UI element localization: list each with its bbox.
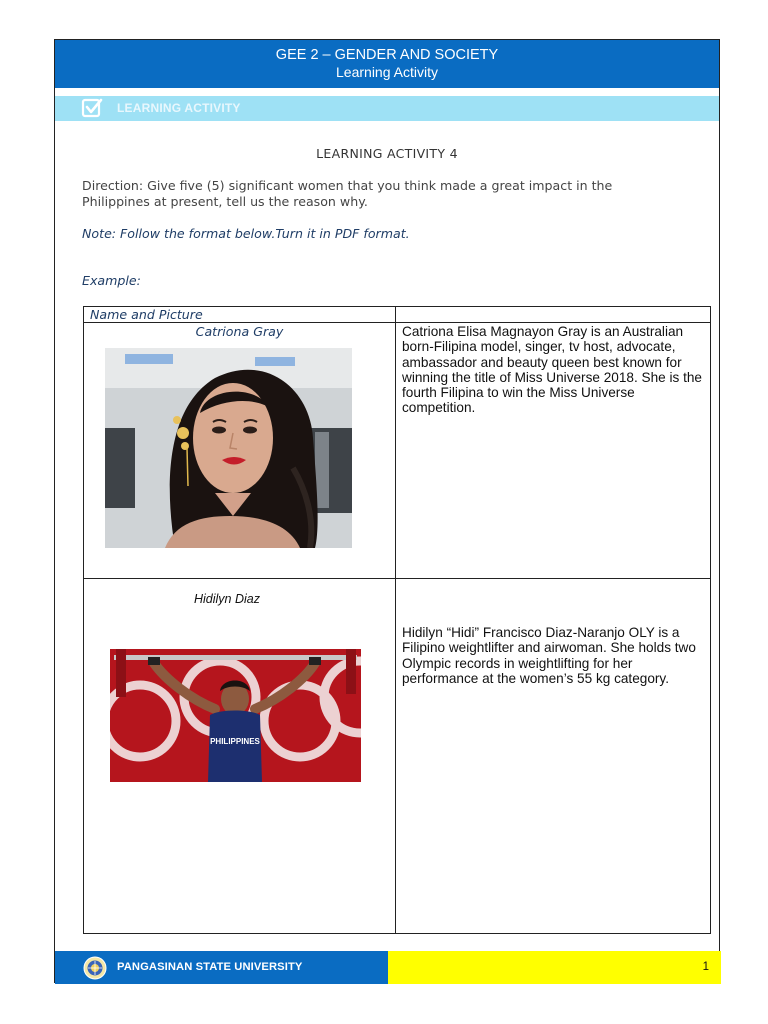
table-header-row	[84, 307, 711, 323]
document-page	[54, 39, 720, 983]
example-table	[83, 306, 711, 934]
table-row	[84, 323, 711, 579]
jersey-text: PHILIPPINES	[210, 737, 260, 746]
university-name: PANGASINAN STATE UNIVERSITY	[117, 961, 303, 973]
note-text: Note: Follow the format below.Turn it in PDF format.	[82, 226, 410, 241]
checkbox-icon	[81, 97, 103, 119]
activity-title: LEARNING ACTIVITY 4	[316, 146, 458, 161]
table-header-left: Name and Picture	[84, 307, 396, 323]
table-header-right	[396, 307, 711, 323]
page-header	[55, 40, 719, 88]
person-description: Hidilyn “Hidi” Francisco Diaz-Naranjo OLY is a Filipino weightlifter and airwoman. She holds two Olympic records in weightlifting for her performance at the women’s 55 kg category.	[402, 625, 696, 686]
catriona-gray-photo	[105, 348, 352, 548]
name-picture-cell	[84, 579, 396, 934]
course-subtitle: Learning Activity	[336, 64, 438, 80]
example-label: Example:	[82, 273, 141, 288]
footer-right	[388, 951, 721, 984]
page-number: 1	[702, 961, 709, 973]
university-seal-icon	[83, 956, 107, 980]
description-cell	[396, 579, 711, 934]
description-cell	[396, 323, 711, 579]
person-name: Hidilyn Diaz	[194, 592, 260, 606]
direction-text: Direction: Give five (5) significant women that you think made a great impact in the Philippines at present, tell us the reason why.	[82, 178, 613, 209]
course-title: GEE 2 – GENDER AND SOCIETY	[275, 47, 499, 63]
person-name: Catriona Gray	[195, 324, 284, 339]
person-description: Catriona Elisa Magnayon Gray is an Australian born-Filipina model, singer, tv host, advocate, ambassador and beauty queen best known for winning the title of Miss Universe 2018. She is the fourth Filipina to win the Miss Universe competition.	[402, 324, 702, 416]
footer-left	[55, 951, 388, 984]
section-label: LEARNING ACTIVITY	[117, 101, 241, 115]
name-picture-cell	[84, 323, 396, 579]
section-bar	[55, 96, 719, 121]
hidilyn-diaz-photo	[110, 649, 361, 782]
table-row	[84, 579, 711, 934]
